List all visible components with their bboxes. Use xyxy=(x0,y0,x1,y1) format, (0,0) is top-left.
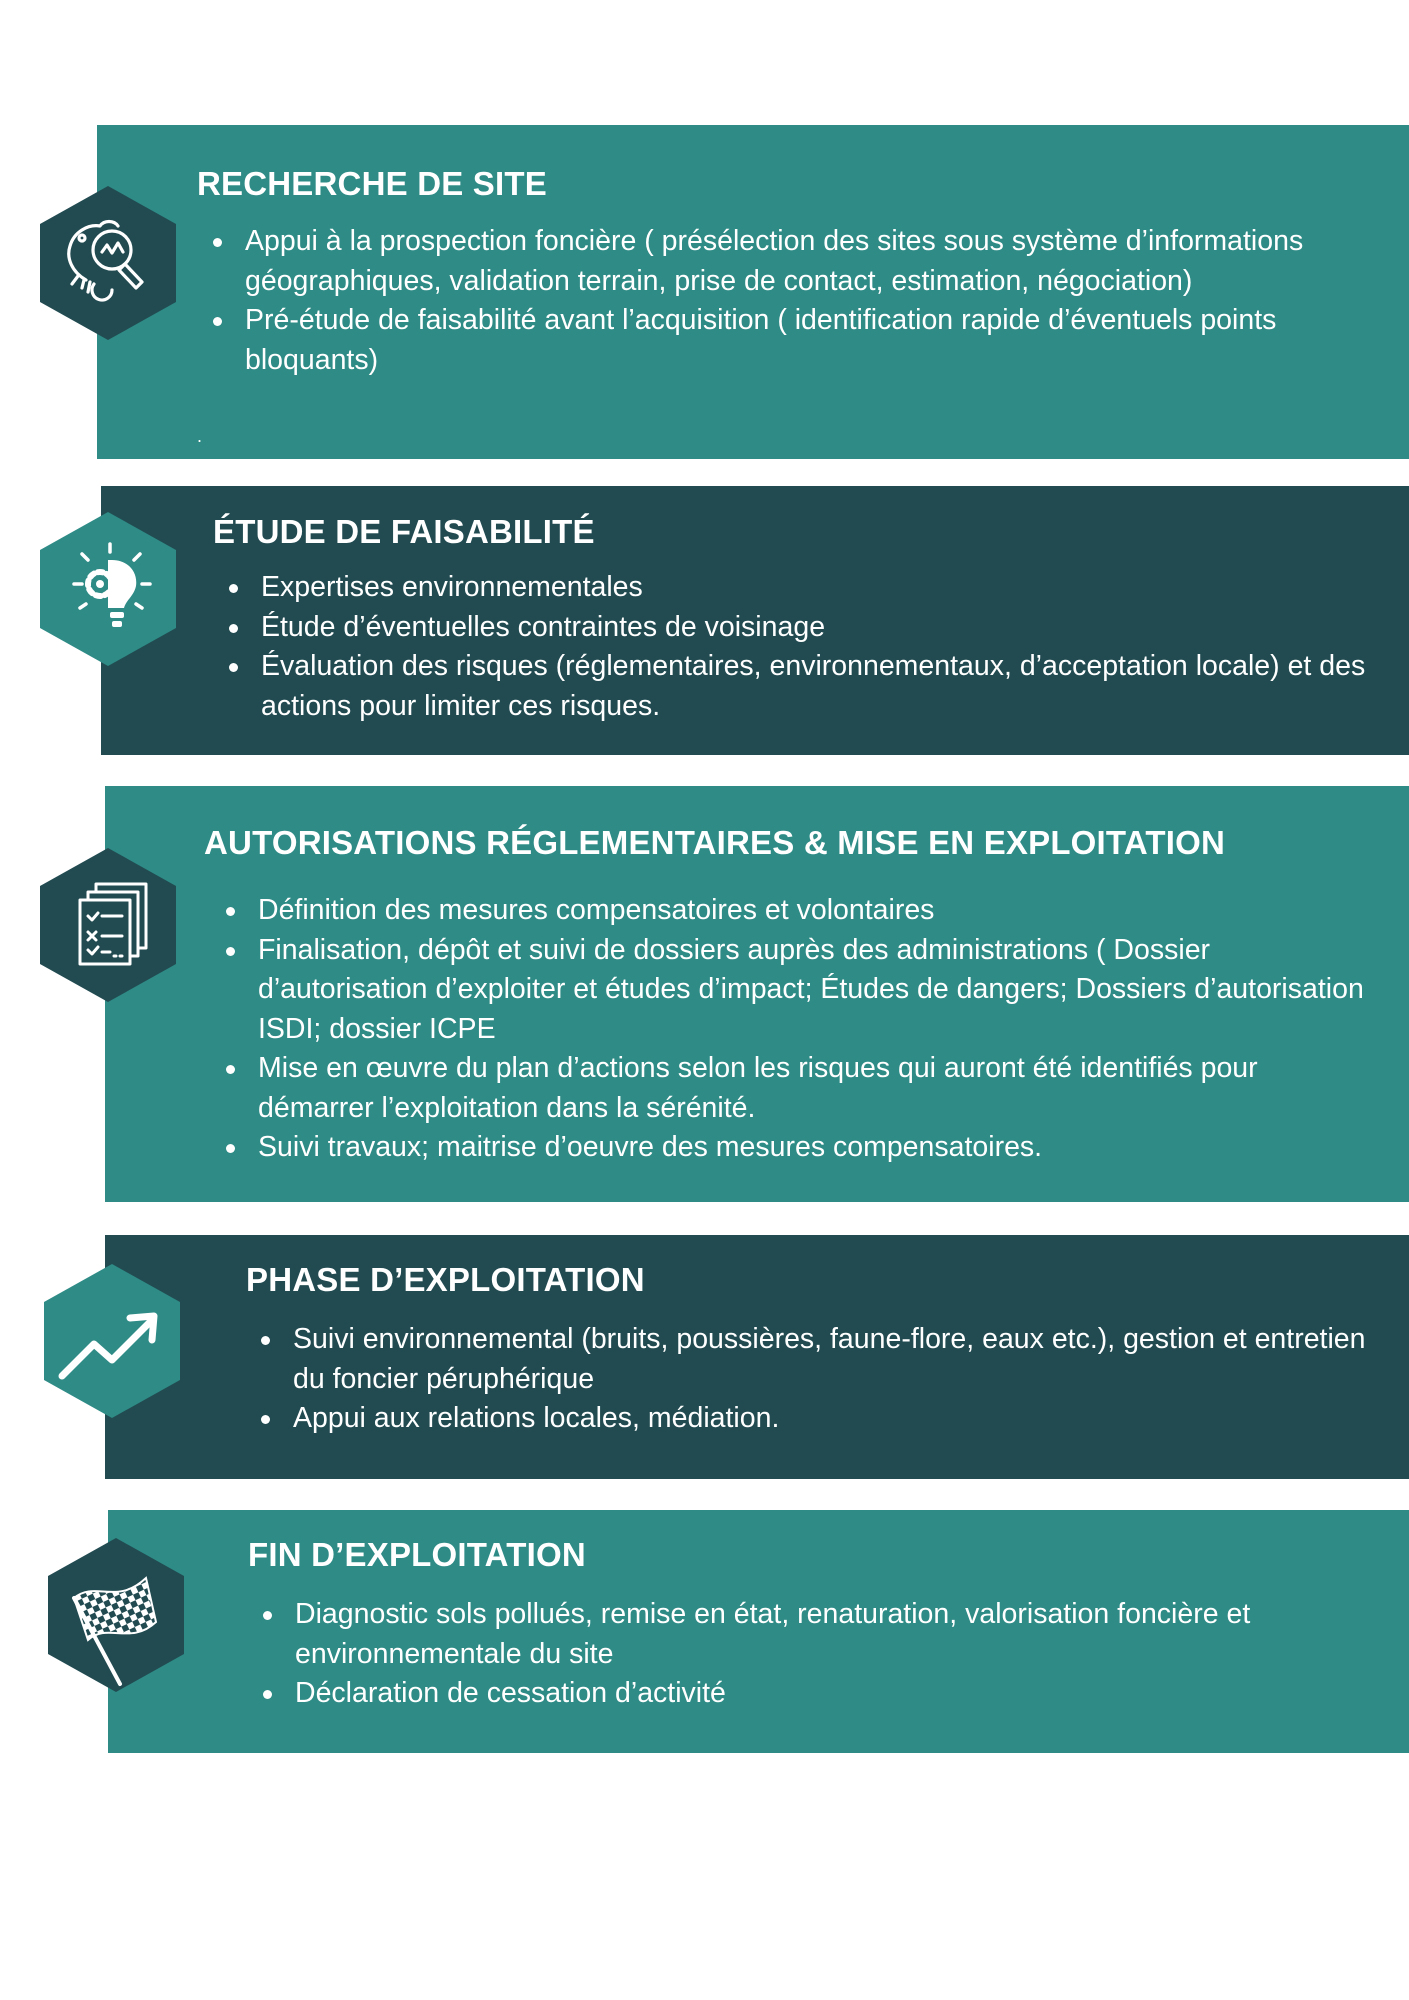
list-item: Expertises environnementales xyxy=(261,568,1371,608)
section-list xyxy=(293,1320,1383,1439)
list-item: Évaluation des risques (réglementaires, environnementaux, d’acceptation locale) et des actions pour limiter ces risques. xyxy=(261,647,1371,726)
list-item: Mise en œuvre du plan d’actions selon les risques qui auront été identifiés pour démarrer l’exploitation dans la sérénité. xyxy=(258,1049,1378,1128)
section-etude-de-faisabilite xyxy=(101,486,1409,755)
list-item: Finalisation, dépôt et suivi de dossiers auprès des administrations ( Dossier d’autorisation d’exploiter et études d’impact; Études de dangers; Dossiers d’autorisation ISDI; dossier ICPE xyxy=(258,931,1378,1050)
trend-up-arrow-icon xyxy=(42,1262,182,1420)
section-list xyxy=(295,1595,1385,1714)
checkered-flag-icon xyxy=(46,1536,186,1694)
list-item: Déclaration de cessation d’activité xyxy=(295,1674,1385,1714)
list-item: Définition des mesures compensatoires et volontaires xyxy=(258,891,1378,931)
section-list xyxy=(261,568,1371,726)
list-item: Suivi environnemental (bruits, poussières, faune-flore, eaux etc.), gestion et entretien du foncier péruphérique xyxy=(293,1320,1383,1399)
list-item: Appui à la prospection foncière ( présélection des sites sous système d’informations géographiques, validation terrain, prise de contact, estimation, négociation) xyxy=(245,222,1375,301)
research-magnifier-icon xyxy=(38,184,178,342)
section-title: FIN D’EXPLOITATION xyxy=(248,1536,586,1573)
section-title: RECHERCHE DE SITE xyxy=(197,165,547,202)
list-item: Diagnostic sols pollués, remise en état, renaturation, valorisation foncière et environnementale du site xyxy=(295,1595,1385,1674)
section-list xyxy=(245,222,1375,380)
section-phase-exploitation xyxy=(105,1235,1409,1479)
lightbulb-gear-icon xyxy=(38,510,178,668)
section-note: . xyxy=(197,426,203,446)
list-item: Appui aux relations locales, médiation. xyxy=(293,1399,1383,1439)
documents-checklist-icon xyxy=(38,846,178,1004)
section-autorisations-reglementaires xyxy=(105,786,1409,1202)
section-list xyxy=(258,891,1378,1168)
section-title: ÉTUDE DE FAISABILITÉ xyxy=(213,513,595,550)
section-recherche-de-site xyxy=(97,125,1409,459)
list-item: Suivi travaux; maitrise d’oeuvre des mesures compensatoires. xyxy=(258,1128,1378,1168)
list-item: Étude d’éventuelles contraintes de voisinage xyxy=(261,608,1371,648)
section-title: PHASE D’EXPLOITATION xyxy=(246,1261,645,1298)
section-fin-exploitation xyxy=(108,1510,1409,1753)
list-item: Pré-étude de faisabilité avant l’acquisition ( identification rapide d’éventuels points bloquants) xyxy=(245,301,1375,380)
section-title: AUTORISATIONS RÉGLEMENTAIRES & MISE EN EXPLOITATION xyxy=(204,824,1226,861)
